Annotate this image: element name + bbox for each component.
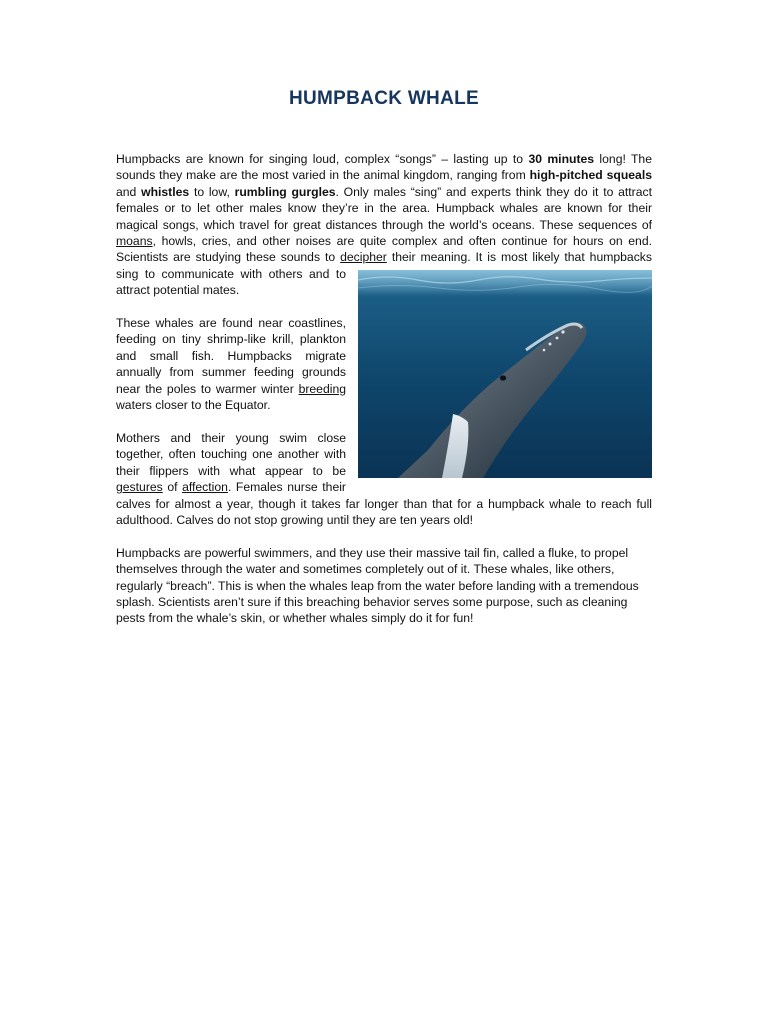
emphasis-whistles: whistles — [141, 184, 190, 199]
humpback-whale-photo — [358, 270, 652, 478]
emphasis-duration: 30 minutes — [528, 152, 595, 166]
paragraph-3: Mothers and their young swim close together, often touching one another with their flippers with what appear to be gestures of affection. Females nurse their calves for almost a year, though it takes far longer than that for a humpback whale to reach full adulthood. Calves do not stop growing until they are ten years old! — [116, 430, 652, 527]
page-title: HUMPBACK WHALE — [289, 88, 479, 109]
emphasis-gurgles: rumbling gurgles — [234, 184, 336, 199]
vocab-decipher: decipher — [340, 250, 387, 265]
paragraph-2: These whales are found near coastlines, feeding on tiny shrimp-like krill, plankton and small fish. Humpbacks migrate annually from summer feeding grounds near the poles to warmer winter breeding waters closer to the Equator. — [116, 316, 346, 413]
emphasis-squeals: high-pitched squeals — [529, 168, 652, 183]
paragraph-4: Humpbacks are powerful swimmers, and they use their massive tail fin, called a fluke, to propel themselves through the water and sometimes completely out of it. These whales, like others, regularly “breach”. This is when the whales leap from the water before landing with a tremendous splash. Scientists aren’t sure if this breaching behavior serves some purpose, such as cleaning pests from the whale’s skin, or whether whales simply do it for fun! — [116, 545, 639, 626]
vocab-moans: moans — [116, 234, 153, 249]
paragraph-1: Humpbacks are known for singing loud, complex “songs” – lasting up to 30 minutes long! The sounds they make are the most varied in the animal kingdom, ranging from high-pitched squeals and whistles to low, rumbling gurgles. Only males “sing” and experts think they do it to attract females or to let other males know they’re in the area. Humpback whales are known for their magical songs, which travel for great distances through the world’s oceans. These sequences of moans, howls, cries, and other noises are quite complex and often continue for hours on end. Scientists are studying these sounds to decipher their meaning. It is most likely that humpbacks sing to communicate with others and to attract potential mates. — [116, 151, 652, 299]
article-body — [116, 151, 652, 643]
vocab-breeding: breeding — [298, 381, 346, 396]
vocab-gestures: gestures — [116, 480, 163, 495]
vocab-affection: affection — [182, 480, 228, 495]
